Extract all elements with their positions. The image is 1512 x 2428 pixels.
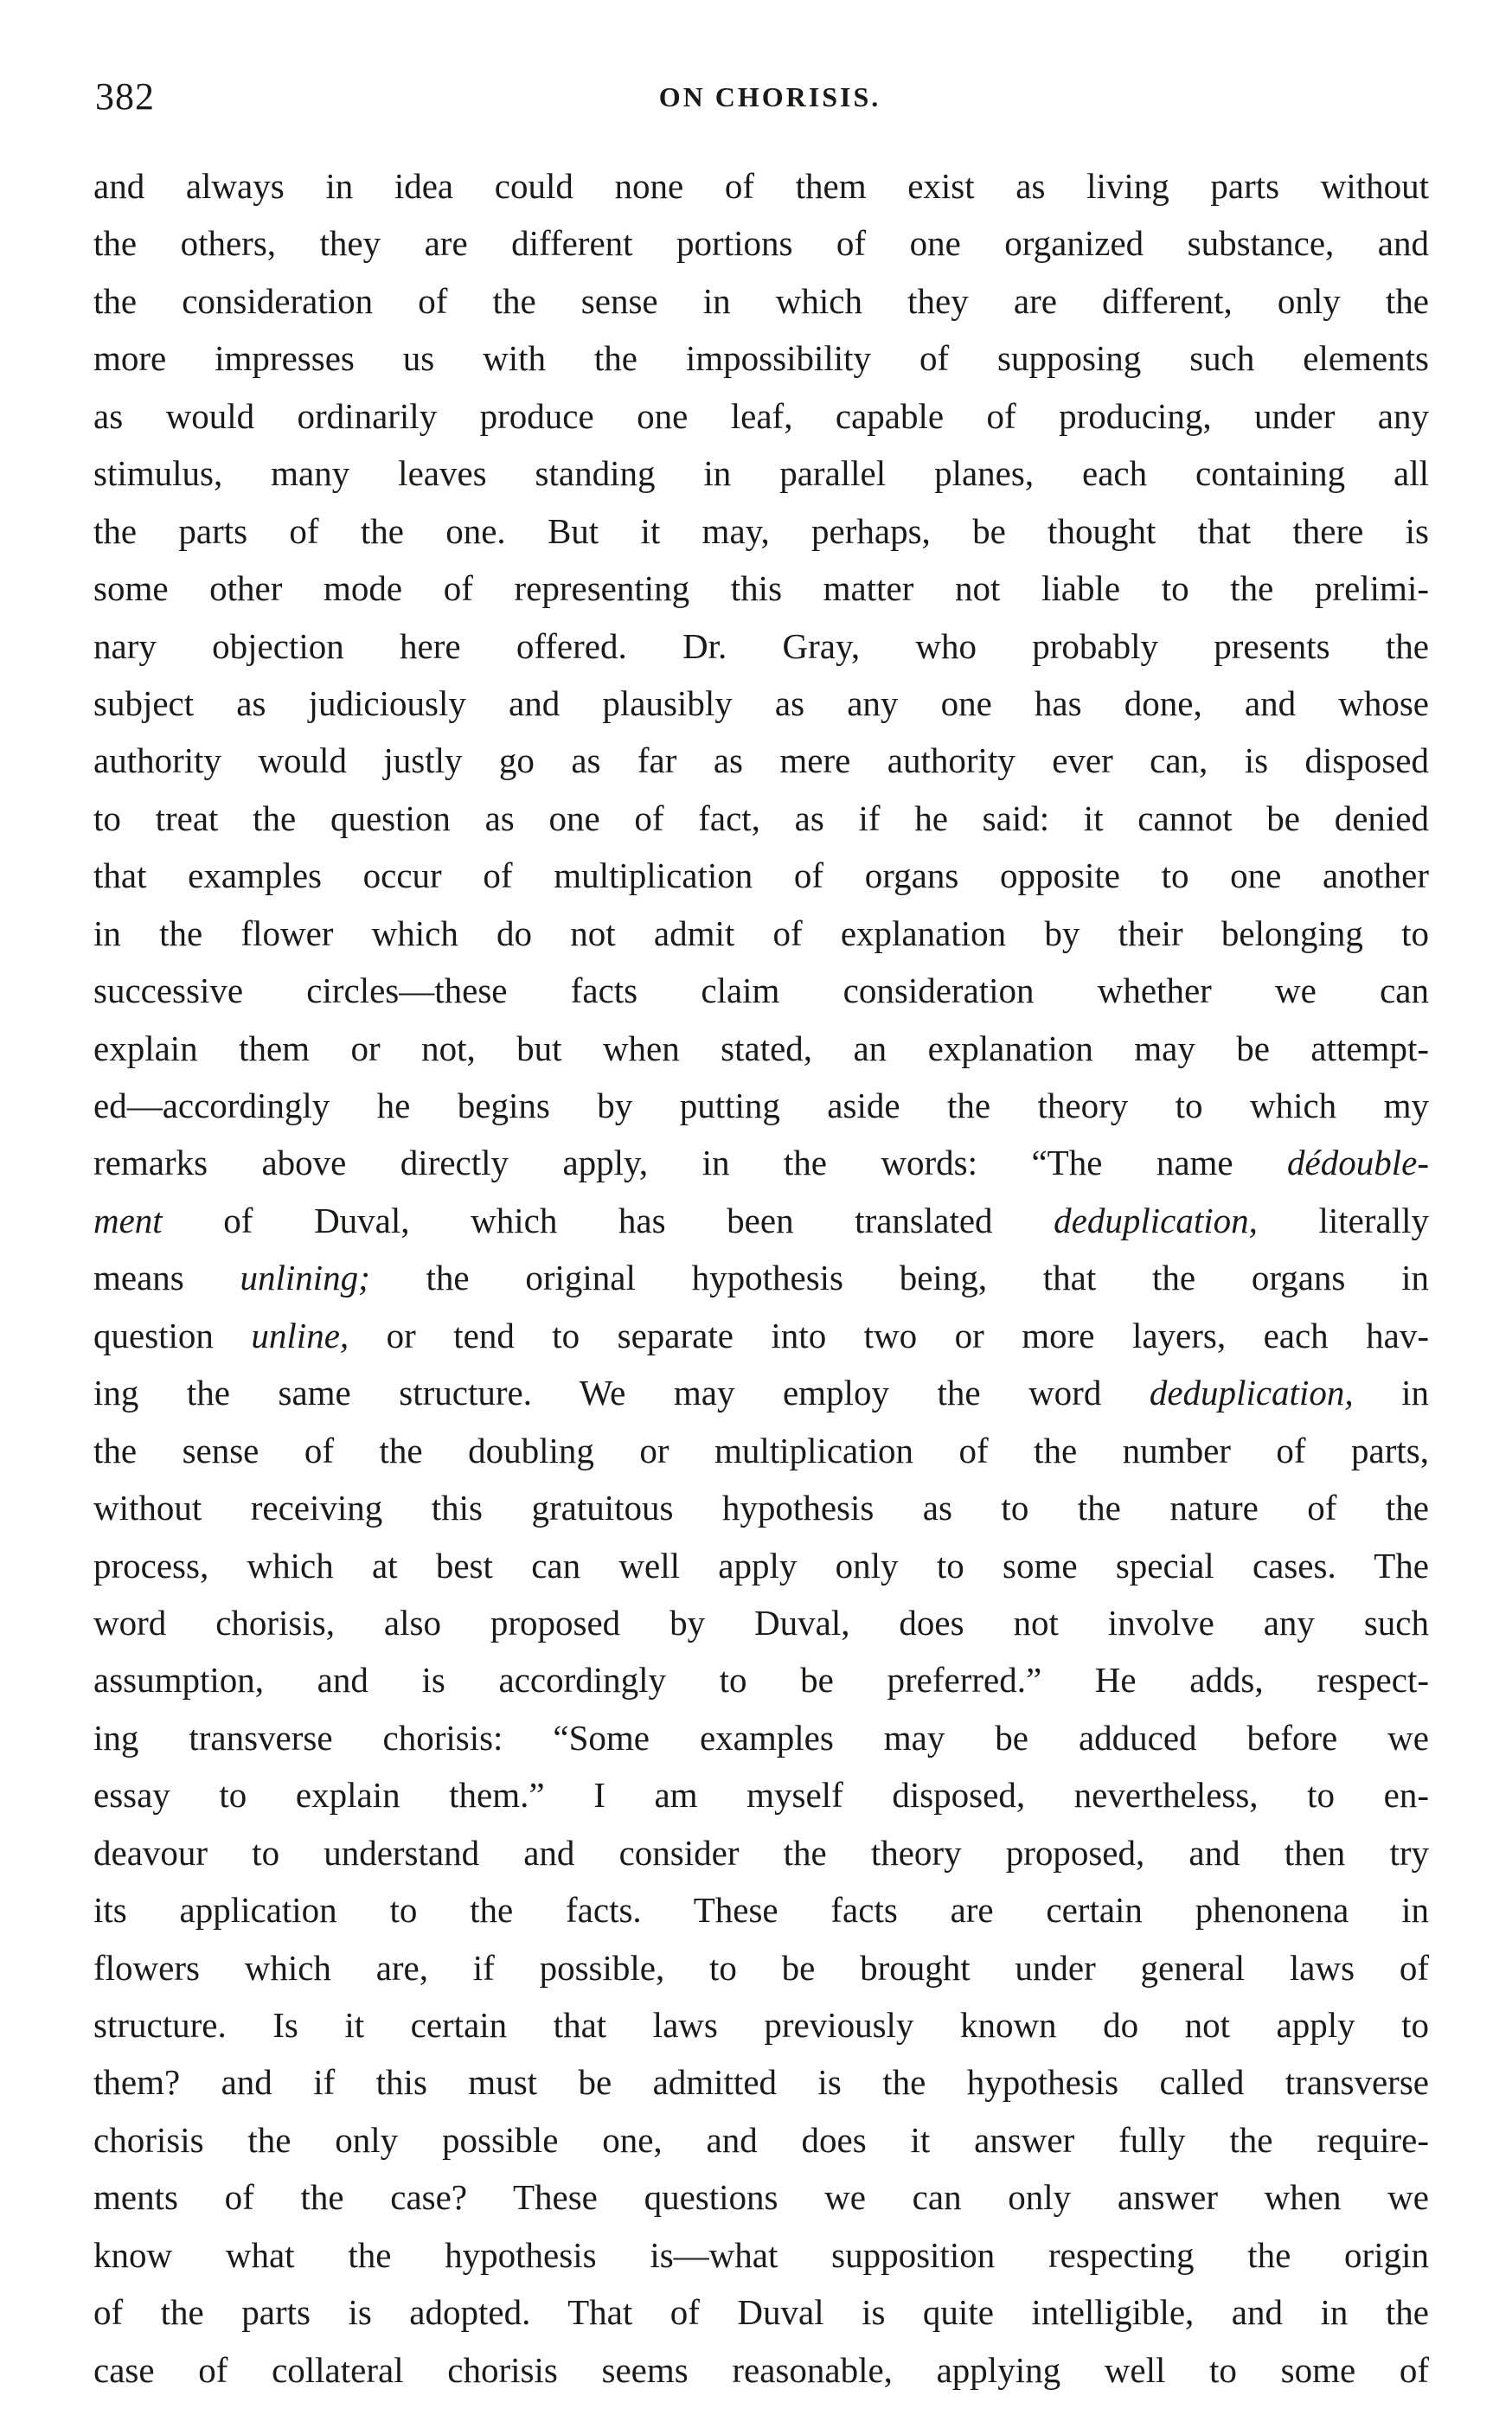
text-run: as would ordinarily produce one leaf, capable of producing, under any <box>93 395 1429 436</box>
text-line <box>93 157 1429 215</box>
body-text <box>93 157 1429 2399</box>
text-line <box>93 445 1429 502</box>
text-run: ing the same structure. We may employ the word <box>93 1373 1150 1413</box>
text-line <box>93 560 1429 617</box>
text-run: of the parts is adopted. That of Duval is quite intelligible, and in the <box>93 2292 1429 2333</box>
text-line <box>93 675 1429 732</box>
text-line <box>93 2342 1429 2399</box>
text-run: that examples occur of multiplication of organs opposite to one another <box>93 855 1429 896</box>
text-line <box>93 790 1429 847</box>
text-run: ments of the case? These questions we can only answer when we <box>93 2177 1429 2218</box>
text-line <box>93 272 1429 330</box>
text-line <box>93 1249 1429 1306</box>
text-run: nary objection here offered. Dr. Gray, who probably presents the <box>93 625 1429 666</box>
text-run: without receiving this gratuitous hypothesis as to the nature of the <box>93 1488 1429 1528</box>
text-run: its application to the facts. These facts are certain phenonena in <box>93 1890 1429 1931</box>
text-run: or tend to separate into two or more layers, each hav- <box>349 1315 1429 1355</box>
text-run: essay to explain them.” I am myself disposed, nevertheless, to en- <box>93 1775 1429 1816</box>
text-run: ing transverse chorisis: “Some examples may be adduced before we <box>93 1717 1429 1758</box>
text-line <box>93 388 1429 445</box>
text-run: more impresses us with the impossibility of supposing such elements <box>93 338 1429 379</box>
text-run: ed—accordingly he begins by putting aside the theory to which my <box>93 1086 1429 1125</box>
text-run: them? and if this must be admitted is the hypothesis called transverse <box>93 2062 1429 2103</box>
text-line <box>93 1077 1429 1134</box>
text-line <box>93 1537 1429 1594</box>
text-run: subject as judiciously and plausibly as any one has done, and whose <box>93 682 1429 723</box>
text-line <box>93 215 1429 272</box>
text-run: the others, they are different portions of one organized substance, and <box>93 223 1429 264</box>
italic-term: unline, <box>251 1315 349 1355</box>
text-line <box>93 2053 1429 2111</box>
text-line <box>93 2169 1429 2226</box>
text-run: authority would justly go as far as mere authority ever can, is disposed <box>93 740 1429 781</box>
running-head: ON CHORISIS. <box>658 81 881 112</box>
text-line <box>93 2226 1429 2284</box>
text-line <box>93 1479 1429 1536</box>
text-line <box>93 905 1429 962</box>
text-run: some other mode of representing this matter not liable to the prelimi- <box>93 568 1429 609</box>
text-run: remarks above directly apply, in the words: “The name <box>93 1143 1288 1183</box>
text-line <box>93 1594 1429 1651</box>
text-run: the original hypothesis being, that the organs in <box>369 1258 1429 1298</box>
italic-term: deduplication, <box>1054 1200 1258 1240</box>
text-line <box>93 330 1429 387</box>
text-run: successive circles—these facts claim consideration whether we can <box>93 971 1429 1011</box>
text-line <box>93 1939 1429 1996</box>
italic-term: deduplication, <box>1149 1373 1354 1413</box>
text-line <box>93 1307 1429 1364</box>
italic-term: unlining; <box>240 1258 370 1298</box>
text-line <box>93 1651 1429 1708</box>
text-run: in the flower which do not admit of explanation by their belonging to <box>93 913 1429 953</box>
text-run: know what the hypothesis is—what supposition respecting the origin <box>93 2234 1429 2275</box>
italic-term: ment <box>93 1200 163 1240</box>
text-line <box>93 2111 1429 2169</box>
text-run: the sense of the doubling or multiplication of the number of parts, <box>93 1430 1429 1470</box>
text-run: chorisis the only possible one, and does it answer fully the require- <box>93 2119 1429 2160</box>
text-run: case of collateral chorisis seems reasonable, applying well to some of <box>93 2349 1429 2390</box>
text-run: of Duval, which has been translated <box>162 1200 1054 1240</box>
text-line <box>93 847 1429 904</box>
text-run: flowers which are, if possible, to be brought under general laws of <box>93 1947 1429 1988</box>
text-run: to treat the question as one of fact, as if he said: it cannot be denied <box>93 798 1429 838</box>
text-line <box>93 1020 1429 1077</box>
text-line <box>93 732 1429 789</box>
text-run: literally <box>1257 1200 1429 1240</box>
text-line <box>93 2284 1429 2341</box>
text-run: in <box>1353 1373 1429 1413</box>
text-line <box>93 1422 1429 1479</box>
text-line <box>93 1996 1429 2053</box>
text-run: means <box>93 1258 240 1298</box>
italic-term: dédouble- <box>1287 1143 1429 1183</box>
text-line <box>93 1192 1429 1249</box>
text-run: the parts of the one. But it may, perhaps, be thought that there is <box>93 510 1429 551</box>
text-run: deavour to understand and consider the theory proposed, and then try <box>93 1832 1429 1873</box>
text-run: word chorisis, also proposed by Duval, does not involve any such <box>93 1602 1429 1643</box>
text-line <box>93 1881 1429 1938</box>
text-run: explain them or not, but when stated, an explanation may be attempt- <box>93 1028 1429 1068</box>
text-line <box>93 1134 1429 1191</box>
text-line <box>93 1824 1429 1881</box>
text-run: the consideration of the sense in which they are different, only the <box>93 280 1429 321</box>
text-run: stimulus, many leaves standing in parallel planes, each containing all <box>93 453 1429 494</box>
text-line <box>93 1709 1429 1766</box>
text-run: process, which at best can well apply only to some special cases. The <box>93 1545 1429 1586</box>
text-run: and always in idea could none of them exist as living parts without <box>93 166 1429 206</box>
text-run: question <box>93 1315 252 1355</box>
text-line <box>93 962 1429 1019</box>
text-run: assumption, and is accordingly to be preferred.” He adds, respect- <box>93 1660 1429 1701</box>
text-line <box>93 1766 1429 1823</box>
page-number: 382 <box>95 75 155 118</box>
text-line <box>93 503 1429 560</box>
text-run: structure. Is it certain that laws previously known do not apply to <box>93 2005 1429 2045</box>
page-header <box>95 71 1427 123</box>
text-line <box>93 1364 1429 1421</box>
text-line <box>93 618 1429 675</box>
